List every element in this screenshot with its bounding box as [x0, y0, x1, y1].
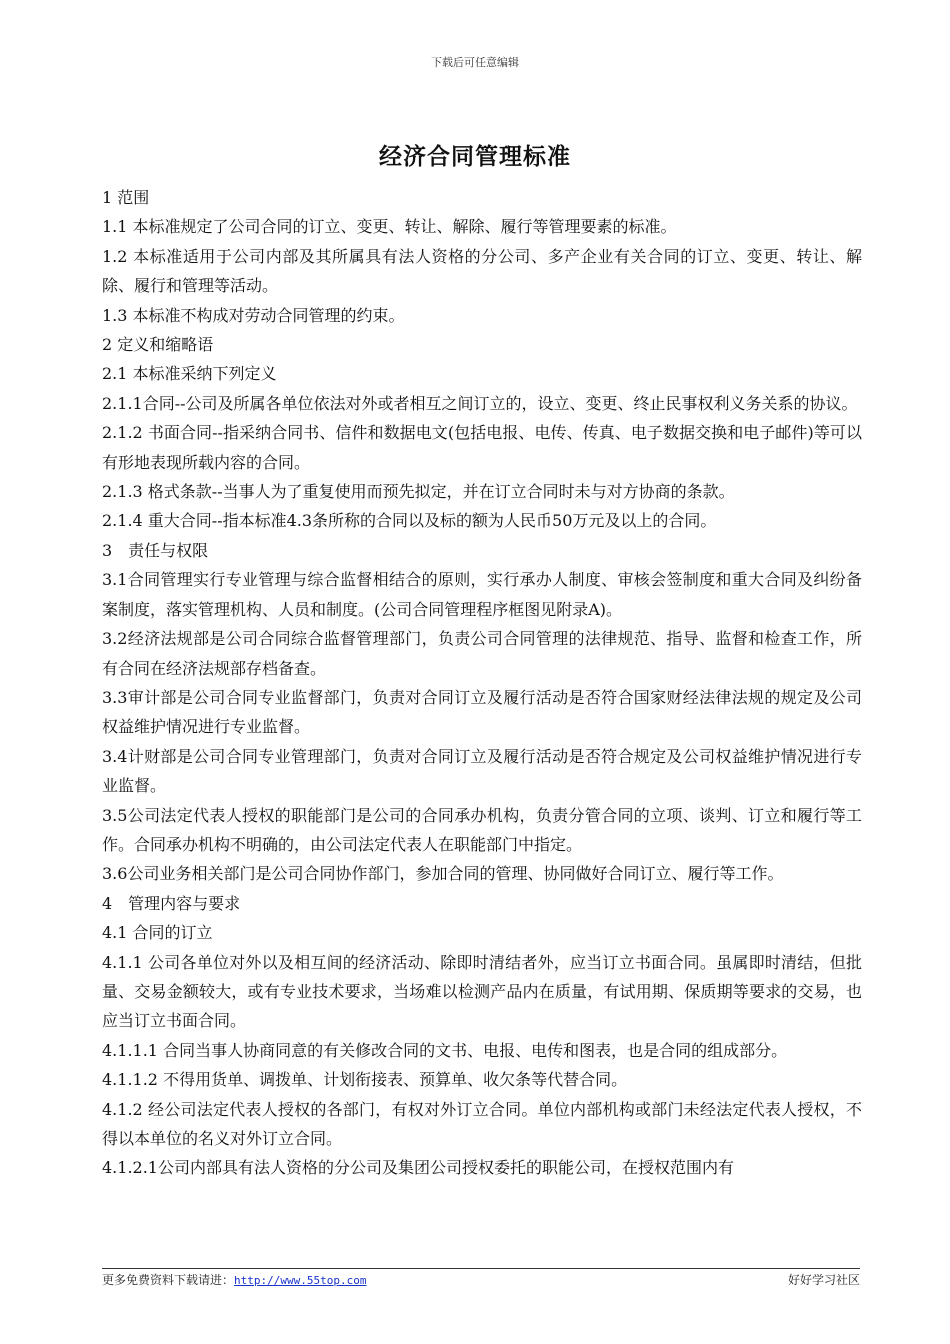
- footer-divider: [102, 1268, 860, 1269]
- paragraph: 4.1.1.2 不得用货单、调拨单、计划衔接表、预算单、收欠条等代替合同。: [102, 1070, 628, 1090]
- page-header: 下载后可任意编辑: [431, 56, 519, 69]
- footer-download-text: 更多免费资料下载请进：: [102, 1273, 235, 1287]
- footer-community: 好好学习社区: [787, 1273, 860, 1287]
- paragraph: 2.1.4 重大合同--指本标准4.3条所称的合同以及标的额为人民币50万元及以上的合同。: [102, 511, 717, 531]
- page-footer: [102, 1271, 860, 1287]
- paragraph: 3 责任与权限: [102, 540, 209, 560]
- paragraph: 3.5公司法定代表人授权的职能部门是公司的合同承办机构，负责分管合同的立项、谈判、订立和履行等工作。合同承办机构不明确的，由公司法定代表人在职能部门中指定。: [102, 805, 862, 854]
- paragraph: 2 定义和缩略语: [102, 335, 214, 355]
- paragraph: 2.1.3 格式条款--当事人为了重复使用而预先拟定，并在订立合同时未与对方协商的条款。: [102, 482, 735, 502]
- paragraph: 3.1合同管理实行专业管理与综合监督相结合的原则，实行承办人制度、审核会签制度和重大合同及纠纷备案制度，落实管理机构、人员和制度。(公司合同管理程序框图见附录A)。: [102, 570, 862, 619]
- footer-left: [102, 1271, 366, 1288]
- paragraph: 2.1.2 书面合同--指采纳合同书、信件和数据电文(包括电报、电传、传真、电子数据交换和电子邮件)等可以有形地表现所载内容的合同。: [102, 423, 862, 472]
- paragraph: 4.1.1 公司各单位对外以及相互间的经济活动、除即时清结者外，应当订立书面合同。虽属即时清结，但批量、交易金额较大，或有专业技术要求，当场难以检测产品内在质量，有试用期、保质期等要求的交易，也应当订立书面合同。: [102, 952, 862, 1031]
- paragraph: 4.1.2 经公司法定代表人授权的各部门，有权对外订立合同。单位内部机构或部门未经法定代表人授权，不得以本单位的名义对外订立合同。: [102, 1099, 862, 1148]
- paragraph: 4.1 合同的订立: [102, 923, 213, 943]
- paragraph: 1.2 本标准适用于公司内部及其所属具有法人资格的分公司、多产企业有关合同的订立、变更、转让、解除、履行和管理等活动。: [102, 246, 862, 296]
- paragraph: 1 范围: [102, 188, 150, 207]
- paragraph: 1.3 本标准不构成对劳动合同管理的约束。: [102, 305, 405, 325]
- paragraph: 2.1 本标准采纳下列定义: [102, 364, 277, 384]
- document-body: [102, 183, 862, 1183]
- footer-link[interactable]: http://www.55top.com: [234, 1274, 367, 1287]
- paragraph: 3.2经济法规部是公司合同综合监督管理部门，负责公司合同管理的法律规范、指导、监督和检查工作，所有合同在经济法规部存档备查。: [102, 629, 862, 678]
- paragraph: 1.1 本标准规定了公司合同的订立、变更、转让、解除、履行等管理要素的标准。: [102, 217, 677, 237]
- paragraph: 2.1.1合同--公司及所属各单位依法对外或者相互之间订立的，设立、变更、终止民事权利义务关系的协议。: [102, 393, 858, 413]
- paragraph: 4.1.1.1 合同当事人协商同意的有关修改合同的文书、电报、电传和图表，也是合同的组成部分。: [102, 1040, 788, 1060]
- paragraph: 3.4计财部是公司合同专业管理部门，负责对合同订立及履行活动是否符合规定及公司权益维护情况进行专业监督。: [102, 746, 862, 796]
- document-title: 经济合同管理标准: [379, 144, 571, 170]
- paragraph: 4 管理内容与要求: [102, 893, 241, 913]
- paragraph: 3.3审计部是公司合同专业监督部门，负责对合同订立及履行活动是否符合国家财经法律法规的规定及公司权益维护情况进行专业监督。: [102, 687, 862, 737]
- paragraph: 3.6公司业务相关部门是公司合同协作部门，参加合同的管理、协同做好合同订立、履行等工作。: [102, 864, 784, 884]
- paragraph: 4.1.2.1公司内部具有法人资格的分公司及集团公司授权委托的职能公司，在授权范围内有: [102, 1158, 734, 1178]
